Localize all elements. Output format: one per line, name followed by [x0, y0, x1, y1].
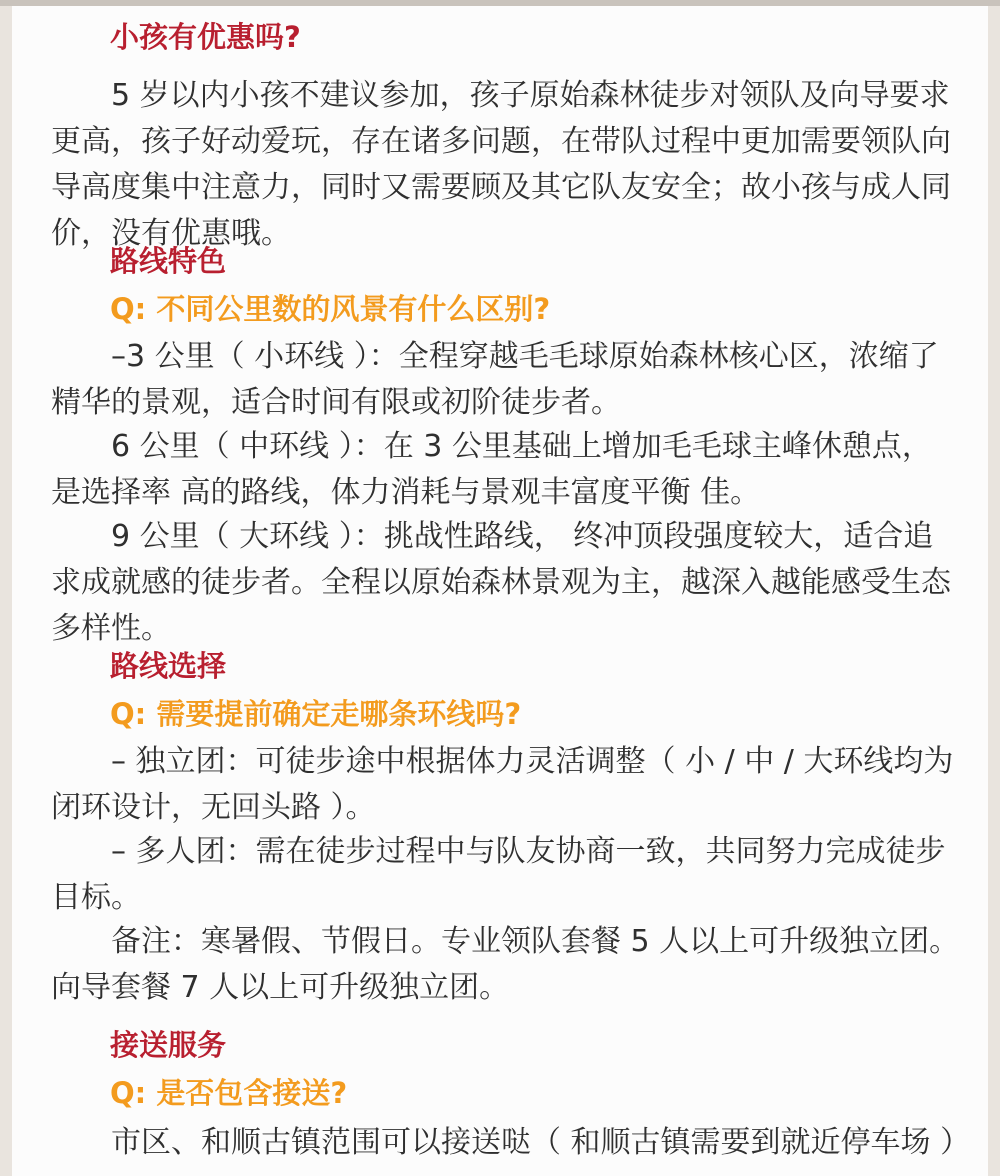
question-route-choice: Q: 需要提前确定走哪条环线吗?: [110, 697, 522, 731]
paragraph-group-tour: – 多人团：需在徒步过程中与队友协商一致，共同努力完成徒步目标。: [51, 834, 946, 915]
question-route-features: Q: 不同公里数的风景有什么区别?: [110, 292, 551, 326]
paragraph-transfer-service: 市区、和顺古镇范围可以接送哒（ 和顺古镇需要到就近停车场 ）: [111, 1125, 971, 1160]
paragraph-independent-group: – 独立团：可徒步途中根据体力灵活调整（ 小 / 中 / 大环线均为闭环设计，无回头路 ）。: [51, 744, 954, 825]
question-transfer-service: Q: 是否包含接送?: [110, 1076, 348, 1110]
paragraph-route-3km: –3 公里（ 小环线 ）：全程穿越毛毛球原始森林核心区，浓缩了精华的景观，适合时间有限或初阶徒步者。: [51, 339, 939, 420]
section-title-children-discount: 小孩有优惠吗?: [110, 20, 301, 54]
document-card: [12, 6, 988, 1176]
section-title-route-choice: 路线选择: [110, 649, 227, 683]
section-title-route-features: 路线特色: [110, 244, 227, 278]
section-title-transfer-service: 接送服务: [110, 1028, 227, 1062]
paragraph-route-9km: 9 公里（ 大环线 ）：挑战性路线， 终冲顶段强度较大，适合追求成就感的徒步者。全程以原始森林景观为主，越深入越能感受生态多样性。: [51, 519, 951, 646]
paragraph-children-discount: 5 岁以内小孩不建议参加，孩子原始森林徒步对领队及向导要求更高，孩子好动爱玩，存在诸多问题，在带队过程中更加需要领队向导高度集中注意力，同时又需要顾及其它队友安全；故小孩与成人同价，没有优惠哦。: [51, 78, 951, 251]
paragraph-route-6km: 6 公里（ 中环线 ）：在 3 公里基础上增加毛毛球主峰休憩点，是选择率 高的路线，体力消耗与景观丰富度平衡 佳。: [51, 429, 932, 510]
paragraph-notes: 备注：寒暑假、节假日。专业领队套餐 5 人以上可升级独立团。向导套餐 7 人以上可升级独立团。: [51, 924, 960, 1005]
